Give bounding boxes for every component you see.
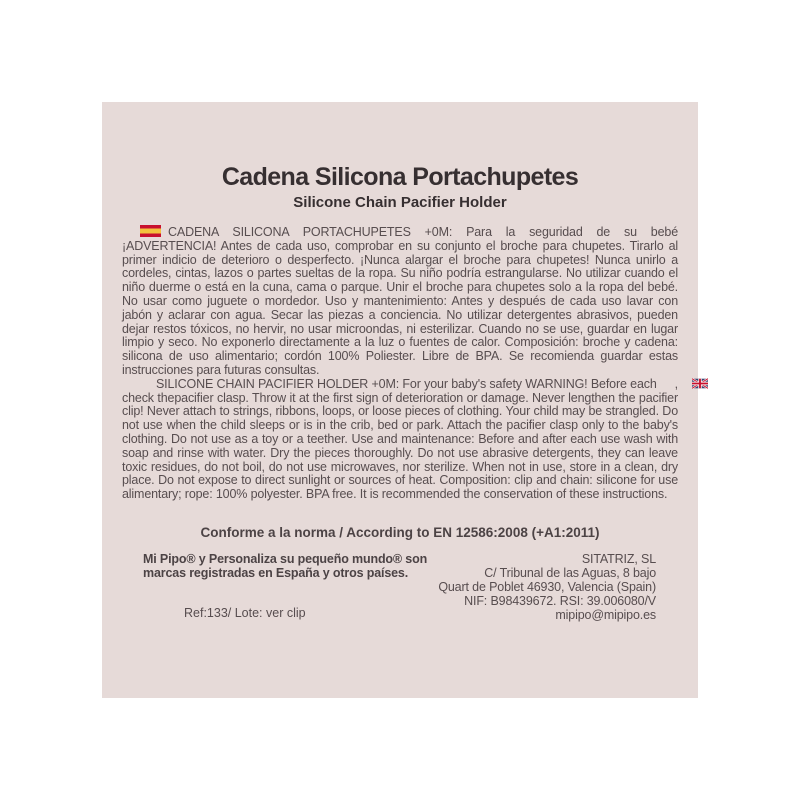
trademark-line-2: marcas registradas en España y otros países. xyxy=(143,565,409,580)
product-title: Cadena Silicona Portachupetes xyxy=(221,163,579,191)
trademark-notice xyxy=(143,552,427,580)
instructions-spanish xyxy=(122,225,678,378)
product-label-card xyxy=(102,102,698,698)
uk-flag-icon xyxy=(658,378,674,389)
instructions-block xyxy=(122,225,678,502)
trademark-line-1: Mi Pipo® y Personaliza su pequeño mundo® son xyxy=(143,551,428,566)
instructions-english xyxy=(122,378,678,502)
spain-flag-icon xyxy=(140,225,161,237)
ref-lot-line: Ref:133/ Lote: ver clip xyxy=(184,605,306,620)
company-address-block xyxy=(438,552,656,622)
footer-left-column xyxy=(143,552,427,620)
instructions-english-text-2: , check thepacifier clasp. Throw it at the first sign of deterioration or damage. Never lengthen the pacifier clip! Never attach to strings, ribbons, loops, or loose pieces of clothing. Your child may be strangled. Do not use when the child sleeps or is in the crib, bed or park. Attach the pacifier clasp only to the baby's clothing. Do not use as a toy or a teether. Use and maintenance: Before and after each use wash with soap and rinse with water. Dry the pieces thoroughly. Do not use abrasive detergents, they can leave toxic residues, do not boil, do not use microwaves, nor sterilize. When not in use, store in a clean, dry place. Do not expose to direct sunlight or sources of heat. Composition: clip and chain: silicone for use alimentary; rope: 100% polyester. BPA free. It is recommended the conservation of these instructions. xyxy=(122,376,678,502)
conformity-statement: Conforme a la norma / According to EN 12586:2008 (+A1:2011) xyxy=(200,524,600,540)
instructions-english-text-1: SILICONE CHAIN PACIFIER HOLDER +0M: For your baby's safety WARNING! Before each xyxy=(156,376,657,391)
company-street: C/ Tribunal de las Aguas, 8 bajo xyxy=(484,565,656,580)
company-city: Quart de Poblet 46930, Valencia (Spain) xyxy=(438,579,656,594)
company-email: mipipo@mipipo.es xyxy=(555,607,656,622)
company-name: SITATRIZ, SL xyxy=(581,551,656,566)
company-tax-ids: NIF: B98439672. RSI: 39.006080/V xyxy=(464,593,656,608)
footer-row xyxy=(122,552,678,622)
product-subtitle: Silicone Chain Pacifier Holder xyxy=(293,194,507,211)
instructions-spanish-text: CADENA SILICONA PORTACHUPETES +0M: Para la seguridad de su bebé ¡ADVERTENCIA! Antes de cada uso, comprobar en su conjunto el broche para chupetes. Tirarlo al primer indicio de deterioro o desperfecto. ¡Nunca alargar el broche para chupetes! Nunca unirlo a cordeles, cintas, lazos o partes sueltas de la ropa. Su niño podría estrangularse. No utilizar cuando el niño duerme o está en la cuna, cama o parque. Unir el broche para chupetes solo a la ropa del bebé. No usar como juguete o mordedor. Uso y mantenimiento: Antes y después de cada uso lavar con jabón y aclarar con agua. Secar las piezas a conciencia. No utilizar detergentes abrasivos, pueden dejar restos tóxicos, no hervir, no usar microondas, ni esterilizar. Cuando no se use, guardar en lugar limpio y seco. No exponerlo directamente a la luz o fuentes de calor. Composición: broche y cadena: silicona de uso alimentario; cordón 100% Poliester. Libre de BPA. Se recomienda guardar estas instrucciones para futuras consultas. xyxy=(122,225,678,377)
